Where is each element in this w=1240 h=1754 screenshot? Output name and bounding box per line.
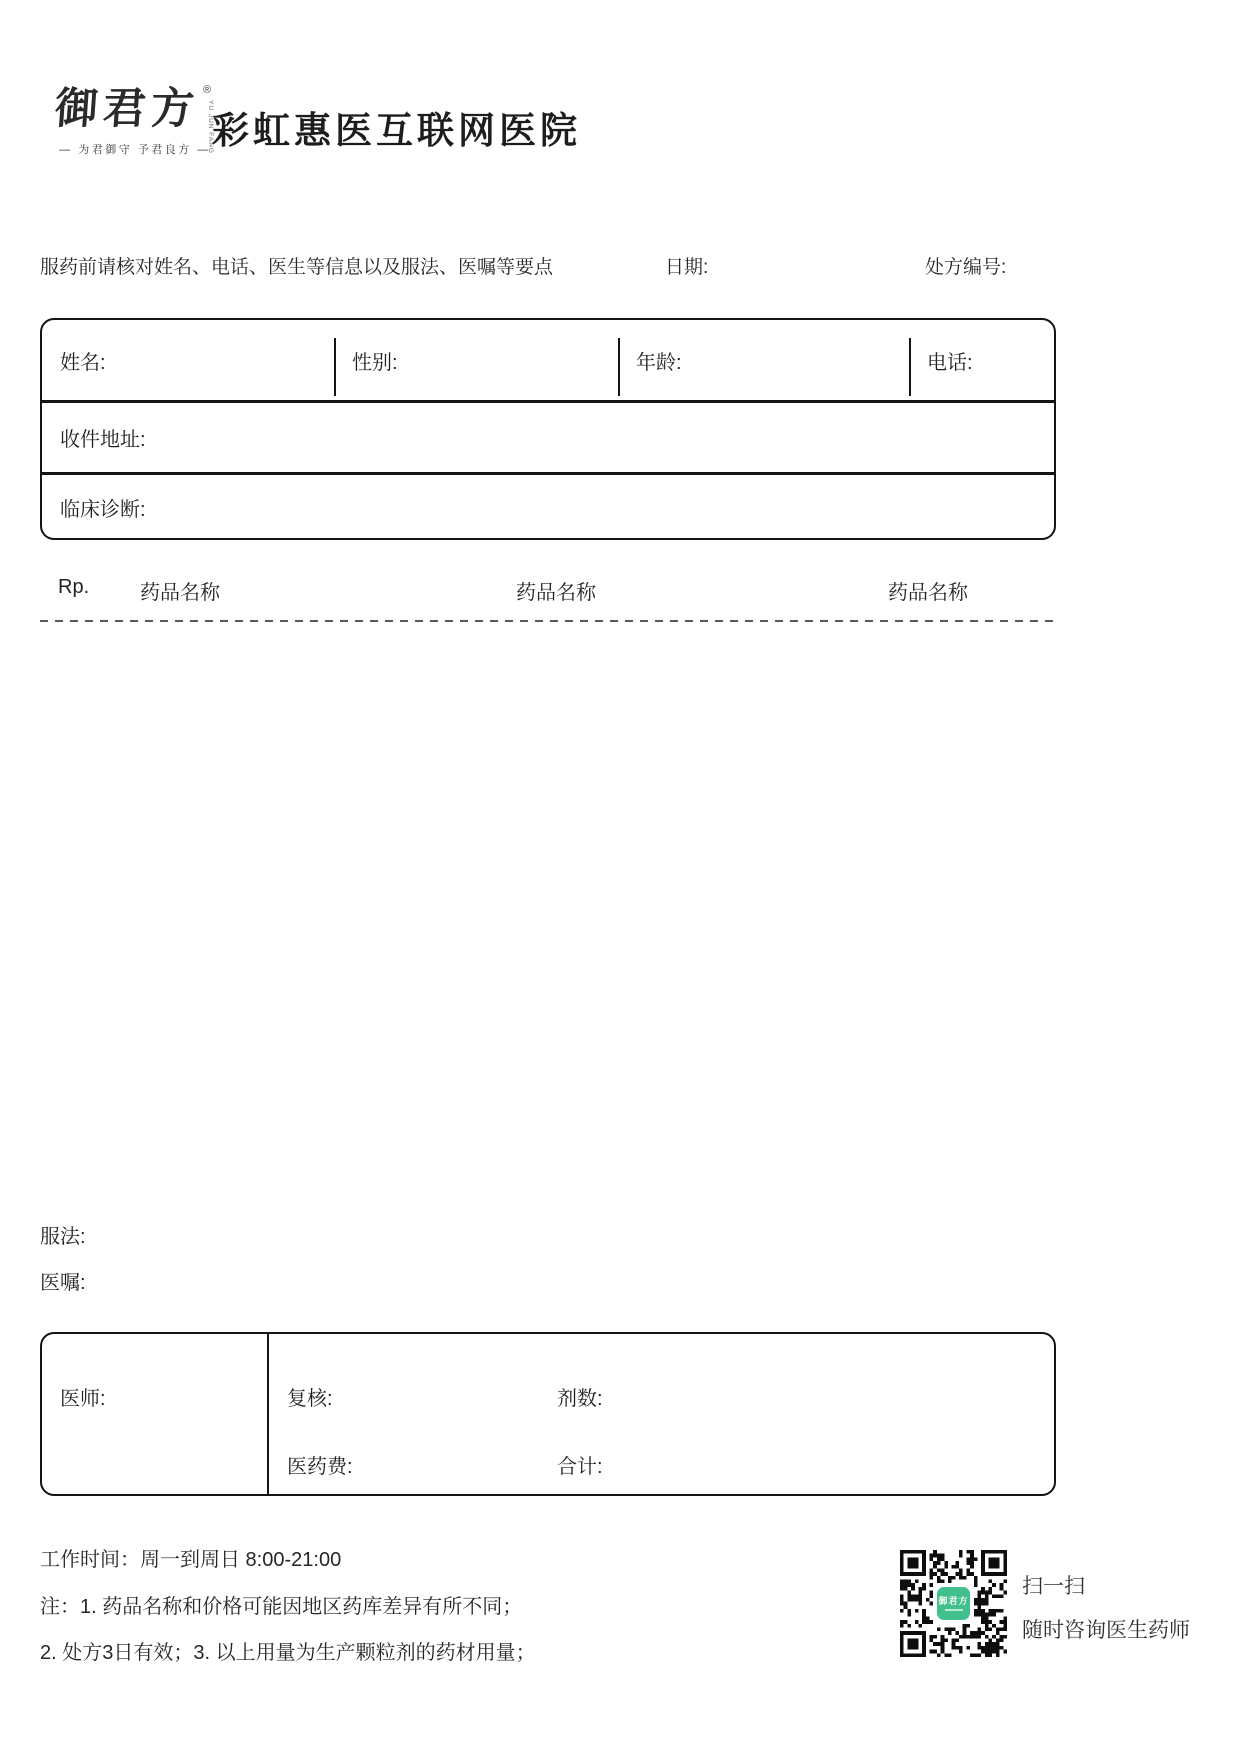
patient-fields-row — [42, 320, 1054, 400]
qr-center-logo — [937, 1587, 970, 1620]
brand-logo-pinyin: YU JUN FANG — [207, 100, 214, 154]
column-divider — [909, 338, 911, 396]
verification-notice: 服药前请核对姓名、电话、医生等信息以及服法、医嘱等要点 — [40, 257, 554, 278]
name-label: 姓名: — [60, 351, 106, 374]
gender-label: 性别: — [352, 351, 398, 374]
prescription-number-label: 处方编号: — [925, 257, 1007, 278]
dashed-separator — [40, 620, 1056, 622]
scan-caption: 随时咨询医生药师 — [1022, 1619, 1190, 1642]
age-label: 年龄: — [636, 351, 682, 374]
registered-trademark-icon: ® — [203, 84, 212, 96]
footer-note-2: 2. 处方3日有效；3. 以上用量为生产颗粒剂的药材用量； — [40, 1642, 536, 1664]
review-dose-row — [287, 1382, 603, 1411]
column-divider — [618, 338, 620, 396]
doctor-advice-label: 医嘱: — [40, 1272, 86, 1294]
brand-logo — [53, 84, 215, 157]
scan-label: 扫一扫 — [1022, 1575, 1085, 1598]
footer-note-1: 注：1. 药品名称和价格可能因地区药库差异有所不同； — [40, 1596, 523, 1618]
drug-name-column-header: 药品名称 — [888, 582, 968, 604]
doctor-label: 医师: — [60, 1388, 106, 1410]
total-label: 合计: — [557, 1456, 603, 1478]
hospital-name: 彩虹惠医互联网医院 — [212, 110, 581, 151]
column-divider — [267, 1334, 269, 1494]
column-divider — [334, 338, 336, 396]
diagnosis-label: 临床诊断: — [60, 498, 146, 521]
drug-name-column-header: 药品名称 — [140, 582, 220, 604]
name-field — [42, 320, 334, 400]
fee-label: 医药费: — [287, 1456, 353, 1478]
address-field — [42, 403, 1054, 472]
review-label: 复核: — [287, 1388, 333, 1410]
patient-info-box — [40, 318, 1056, 540]
rp-label: Rp. — [58, 576, 90, 598]
brand-logo-text: 御君方 — [53, 84, 201, 134]
date-label: 日期: — [665, 257, 709, 278]
qr-center-logo-caption — [945, 1609, 963, 1611]
qr-code — [900, 1550, 1007, 1657]
drug-name-column-header: 药品名称 — [516, 582, 596, 604]
phone-field — [909, 320, 1054, 400]
signature-box — [40, 1332, 1056, 1496]
age-field — [618, 320, 909, 400]
phone-label: 电话: — [927, 351, 973, 374]
brand-tagline: — 为君御守 予君良方 — — [59, 144, 211, 156]
qr-center-logo-text: 御君方 — [938, 1595, 969, 1606]
diagnosis-field — [42, 475, 1054, 539]
gender-field — [334, 320, 618, 400]
work-time-note: 工作时间：周一到周日 8:00-21:00 — [40, 1549, 342, 1571]
dose-count-label: 剂数: — [557, 1388, 603, 1410]
usage-label: 服法: — [40, 1226, 86, 1248]
fee-total-row — [287, 1450, 603, 1479]
address-label: 收件地址: — [60, 429, 146, 451]
